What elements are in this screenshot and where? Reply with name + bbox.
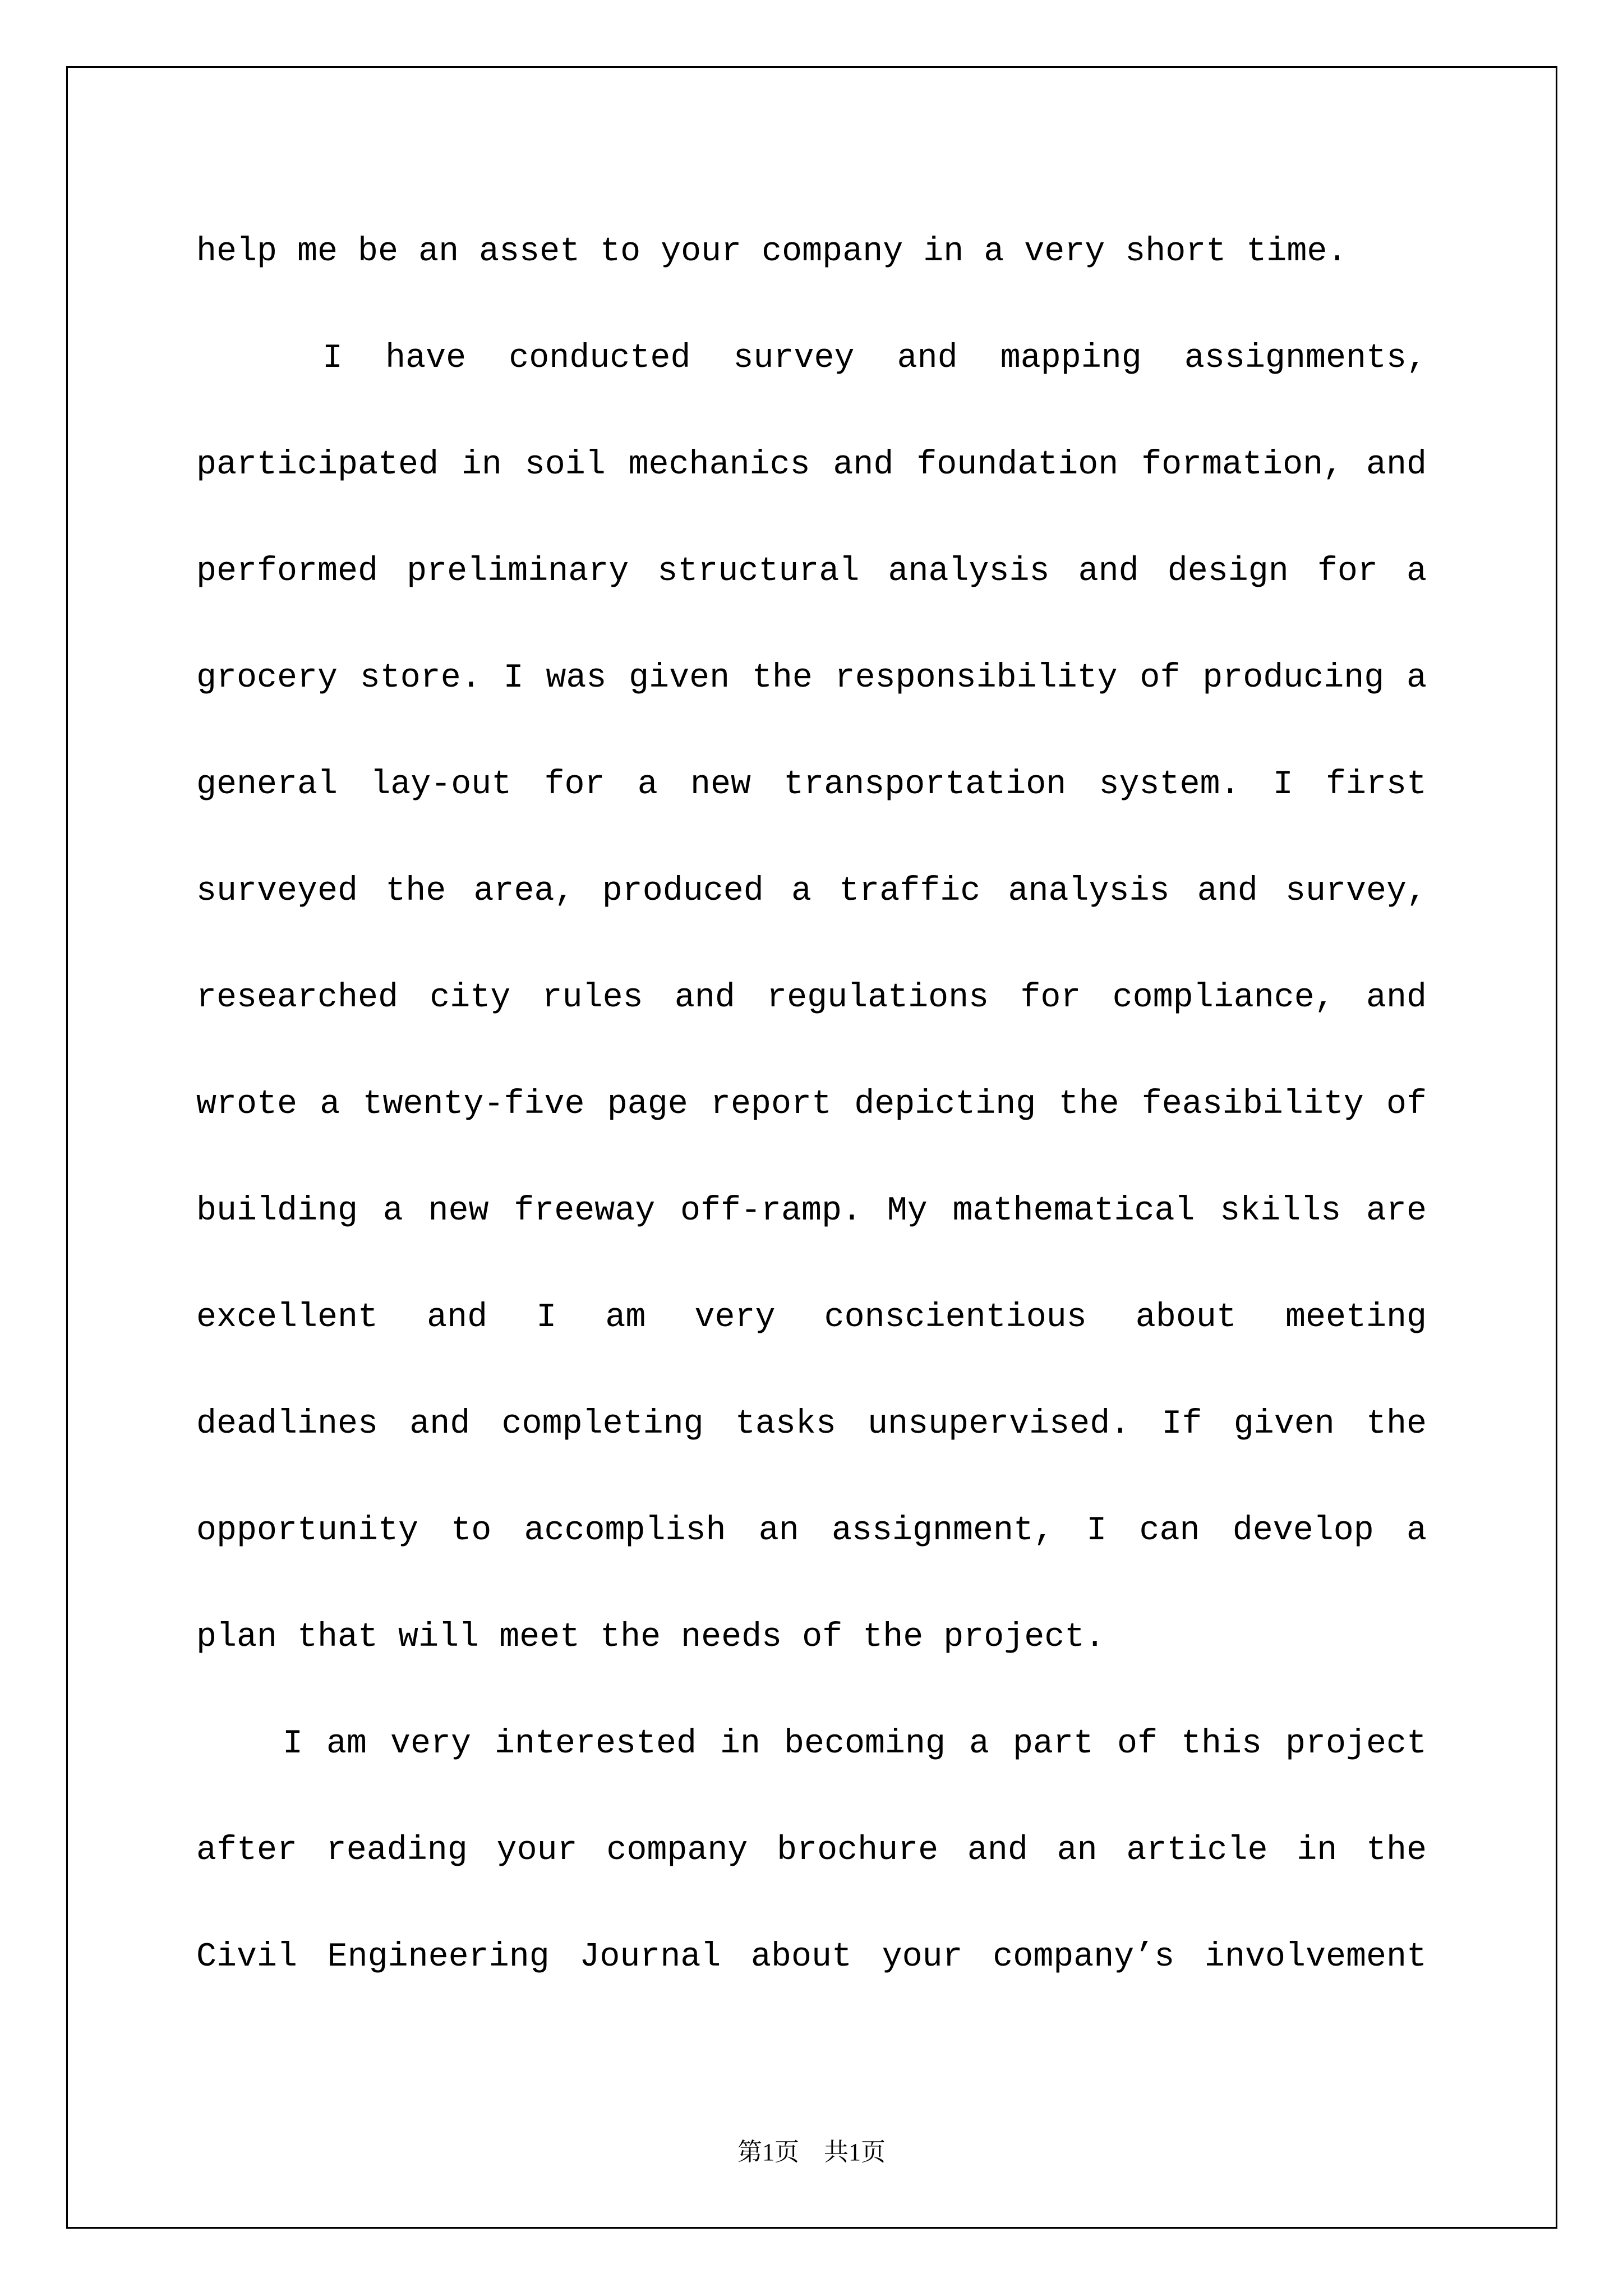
page-footer: 第1页 共1页 <box>737 2138 886 2166</box>
text-line: grocery store. I was given the responsibility of producing a <box>196 659 1427 697</box>
text-line: building a new freeway off-ramp. My mathematical skills are <box>196 1192 1427 1230</box>
text-line: plan that will meet the needs of the project. <box>196 1618 1105 1657</box>
text-line: opportunity to accomplish an assignment, I can develop a <box>196 1512 1427 1550</box>
text-line: I am very interested in becoming a part of this project <box>283 1725 1427 1763</box>
text-line: wrote a twenty-five page report depicting the feasibility of <box>196 1085 1427 1124</box>
body-text <box>196 199 1427 2010</box>
text-line: Civil Engineering Journal about your company’s involvement <box>196 1938 1427 1976</box>
text-line: deadlines and completing tasks unsupervised. If given the <box>196 1405 1427 1443</box>
text-line: excellent and I am very conscientious about meeting <box>196 1299 1427 1337</box>
text-line: help me be an asset to your company in a very short time. <box>196 233 1348 271</box>
text-line: performed preliminary structural analysis and design for a <box>196 553 1427 591</box>
text-line: after reading your company brochure and an article in the <box>196 1832 1427 1870</box>
text-line: surveyed the area, produced a traffic analysis and survey, <box>196 872 1427 910</box>
text-line: researched city rules and regulations for compliance, and <box>196 979 1427 1017</box>
text-line: participated in soil mechanics and foundation formation, and <box>196 446 1427 484</box>
text-line: general lay-out for a new transportation system. I first <box>196 766 1427 804</box>
text-line: I have conducted survey and mapping assignments, <box>322 339 1427 378</box>
